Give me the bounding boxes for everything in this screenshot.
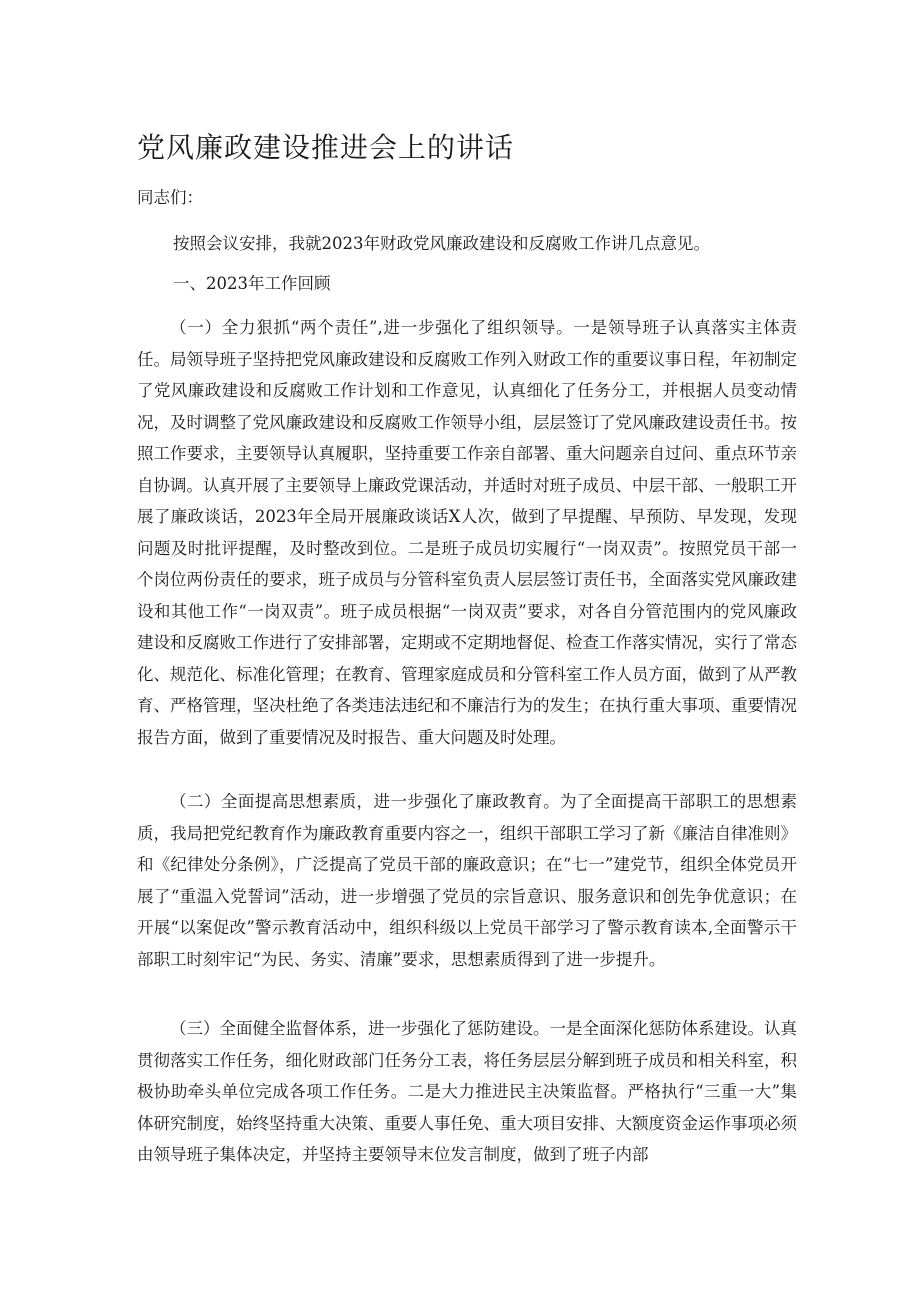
body-paragraph-1: （一）全力狠抓“两个责任”,进一步强化了组织领导。一是领导班子认真落实主体责任。局领导班子坚持把党风廉政建设和反腐败工作列入财政工作的重要议事日程，年初制定了党风廉政建设和反腐败工作计划和工作意见，认真细化了任务分工，并根据人员变动情况，及时调整了党风廉政建设和反腐败工作领导小组，层层签订了党风廉政建设责任书。按照工作要求，主要领导认真履职，坚持重要工作亲自部署、重大问题亲自过问、重点环节亲自协调。认真开展了主要领导上廉政党课活动，并适时对班子成员、中层干部、一般职工开展了廉政谈话，2023年全局开展廉政谈话X人次，做到了早提醒、早预防、早发现，发现问题及时批评提醒，及时整改到位。二是班子成员切实履行“一岗双责”。按照党员干部一个岗位两份责任的要求，班子成员与分管科室负责人层层签订责任书，全面落实党风廉政建设和其他工作“一岗双责”。班子成员根据“一岗双责”要求，对各自分管范围内的党风廉政建设和反腐败工作进行了安排部署，定期或不定期地督促、检查工作落实情况，实行了常态化、规范化、标准化管理；在教育、管理家庭成员和分管科室工作人员方面，做到了从严教育、严格管理，坚决杜绝了各类违法违纪和不廉洁行为的发生；在执行重大事项、重要情况报告方面，做到了重要情况及时报告、重大问题及时处理。 [137,318,797,747]
body-paragraph-3: （三）全面健全监督体系，进一步强化了惩防建设。一是全面深化惩防体系建设。认真贯彻落实工作任务，细化财政部门任务分工表，将任务层层分解到班子成员和相关科室，积极协助牵头单位完成各项工作任务。二是大力推进民主决策监督。严格执行“三重一大”集体研究制度，始终坚持重大决策、重要人事任免、重大项目安排、大额度资金运作事项必须由领导班子集体决定，并坚持主要领导末位发言制度，做到了班子内部 [137,1019,797,1164]
section-heading: 一、2023年工作回顾 [173,274,331,293]
salutation: 同志们： [137,188,203,207]
intro-paragraph: 按照会议安排，我就2023年财政党风廉政建设和反腐败工作讲几点意见。 [173,234,710,253]
document-title: 党风廉政建设推进会上的讲话 [137,131,515,164]
body-paragraph-2: （二）全面提高思想素质，进一步强化了廉政教育。为了全面提高干部职工的思想素质，我局把党纪教育作为廉政教育重要内容之一，组织干部职工学习了新《廉洁自律准则》和《纪律处分条例》，广泛提高了党员干部的廉政意识；在“七一”建党节，组织全体党员开展了“重温入党誓词”活动，进一步增强了党员的宗旨意识、服务意识和创先争优意识；在开展“以案促改”警示教育活动中，组织科级以上党员干部学习了警示教育读本,全面警示干部职工时刻牢记“为民、务实、清廉”要求，思想素质得到了进一步提升。 [137,792,797,969]
